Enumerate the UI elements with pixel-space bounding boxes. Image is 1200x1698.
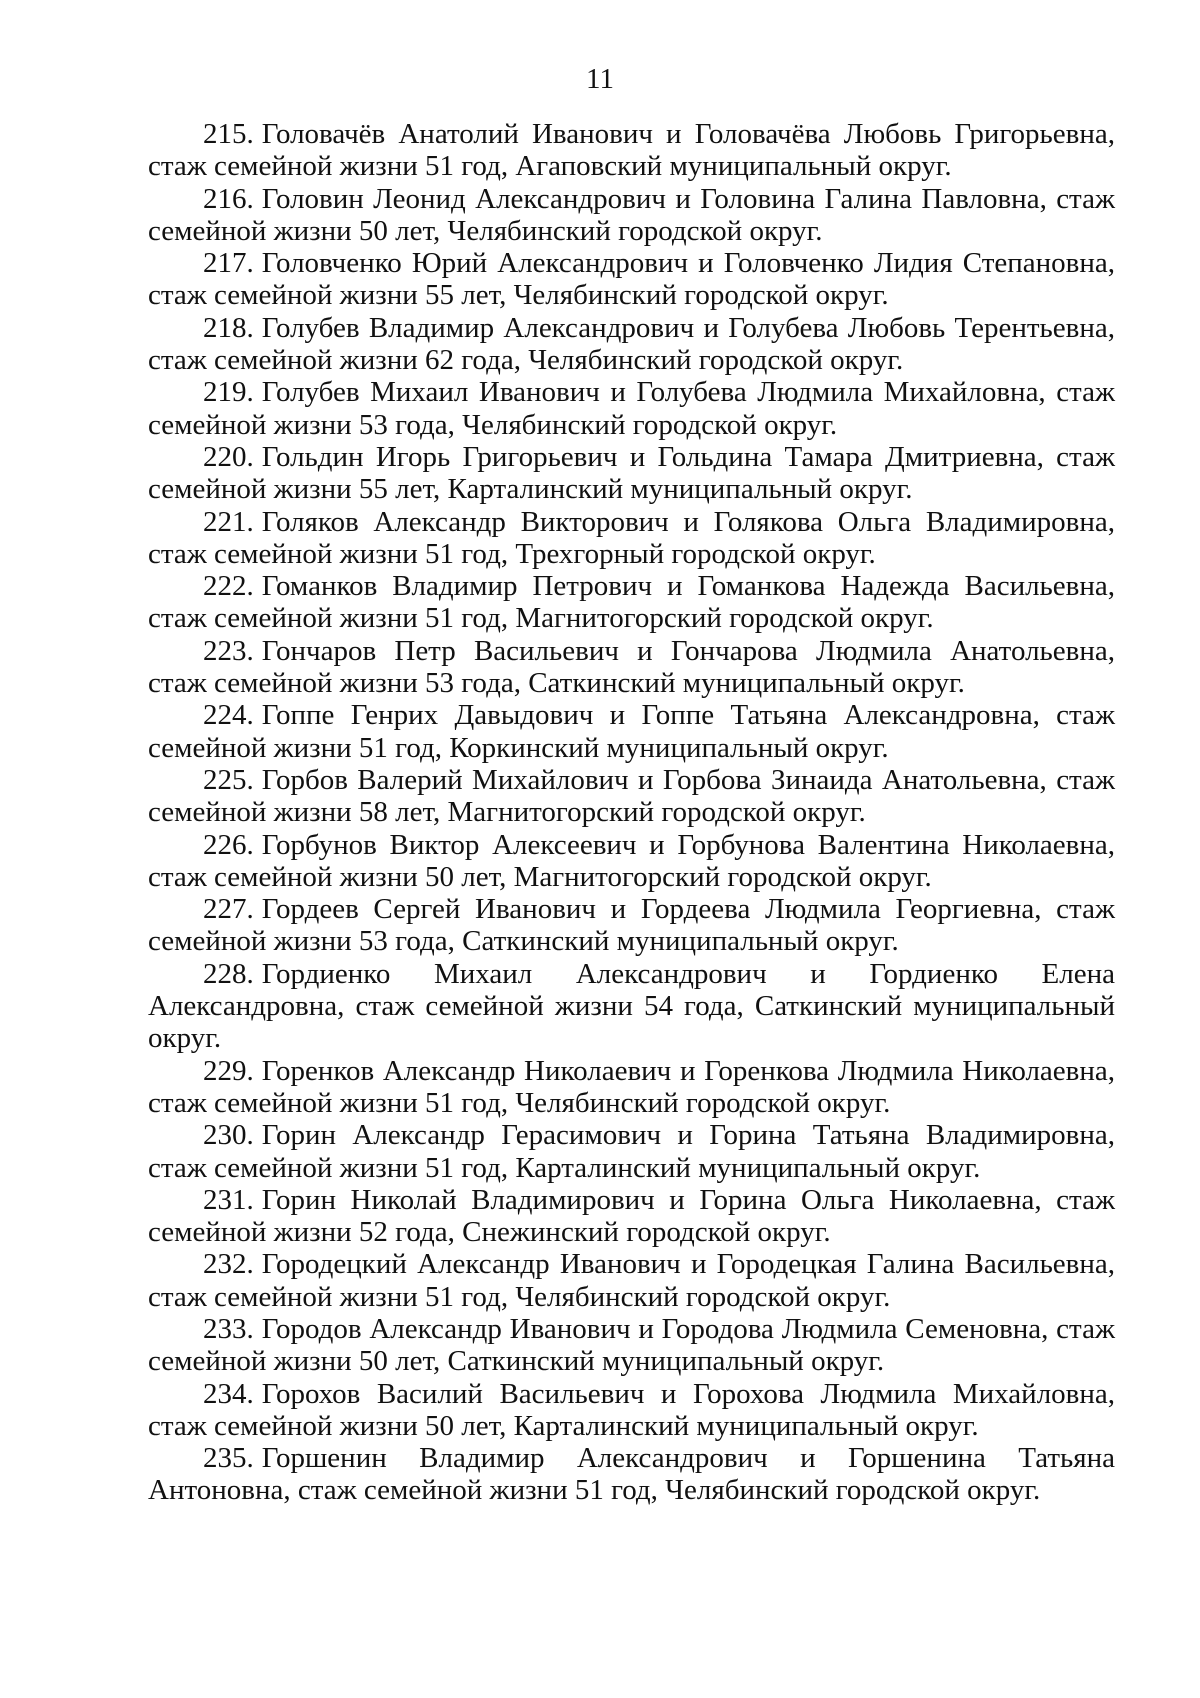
list-item [148,118,1115,183]
list-item [148,183,1115,248]
list-item [148,893,1115,958]
list-item [148,635,1115,700]
entries-list [148,118,1115,1507]
entry-number: 216. [203,182,254,215]
entry-text: Горбов Валерий Михайлович и Горбова Зинаида Анатольевна, стаж семейной жизни 58 лет, Магнитогорский городской округ. [148,763,1115,829]
entry-number: 225. [203,763,254,796]
entry-number: 233. [203,1312,254,1345]
list-item [148,1442,1115,1507]
list-item [148,376,1115,441]
entry-number: 226. [203,828,254,861]
entry-text: Гольдин Игорь Григорьевич и Гольдина Тамара Дмитриевна, стаж семейной жизни 55 лет, Карталинский муниципальный округ. [148,440,1115,506]
entry-number: 235. [203,1442,254,1475]
entry-number: 215. [203,118,254,150]
entry-number: 227. [203,893,254,926]
list-item [148,829,1115,894]
entry-text: Горин Николай Владимирович и Горина Ольга Николаевна, стаж семейной жизни 52 года, Снежинский городской округ. [148,1183,1115,1249]
page-number: 11 [586,63,614,95]
list-item [148,506,1115,571]
entry-text: Горохов Василий Васильевич и Горохова Людмила Михайловна, стаж семейной жизни 50 лет, Карталинский муниципальный округ. [148,1377,1115,1442]
entry-text: Головачёв Анатолий Иванович и Головачёва Любовь Григорьевна, стаж семейной жизни 51 год, Агаповский муниципальный округ. [148,118,1115,183]
entry-number: 219. [203,376,254,409]
entry-text: Голубев Михаил Иванович и Голубева Людмила Михайловна, стаж семейной жизни 53 года, Челябинский городской округ. [148,376,1115,441]
entry-text: Гоппе Генрих Давыдович и Гоппе Татьяна Александровна, стаж семейной жизни 51 год, Коркинский муниципальный округ. [148,699,1115,764]
list-item [148,958,1115,1055]
list-item [148,699,1115,764]
entry-text: Горин Александр Герасимович и Горина Татьяна Владимировна, стаж семейной жизни 51 год, Карталинский муниципальный округ. [148,1119,1115,1184]
entry-text: Гончаров Петр Васильевич и Гончарова Людмила Анатольевна, стаж семейной жизни 53 года, Саткинский муниципальный округ. [148,634,1115,700]
list-item [148,441,1115,506]
entry-number: 234. [203,1377,254,1410]
list-item [148,1248,1115,1313]
entry-text: Городецкий Александр Иванович и Городецкая Галина Васильевна, стаж семейной жизни 51 год, Челябинский городской округ. [148,1248,1115,1313]
list-item [148,570,1115,635]
entry-number: 220. [203,440,254,473]
entry-text: Головченко Юрий Александрович и Головченко Лидия Степановна, стаж семейной жизни 55 лет, Челябинский городской округ. [148,247,1115,312]
entry-text: Головин Леонид Александрович и Головина Галина Павловна, стаж семейной жизни 50 лет, Челябинский городской округ. [148,182,1115,247]
entry-text: Горшенин Владимир Александрович и Горшенина Татьяна Антоновна, стаж семейной жизни 51 год, Челябинский городской округ. [148,1442,1115,1507]
entry-text: Гордеев Сергей Иванович и Гордеева Людмила Георгиевна, стаж семейной жизни 53 года, Саткинский муниципальный округ. [148,893,1115,958]
entry-number: 224. [203,699,254,732]
entry-number: 218. [203,311,254,344]
entry-text: Гордиенко Михаил Александрович и Гордиенко Елена Александровна, стаж семейной жизни 54 года, Саткинский муниципальный округ. [148,957,1115,1055]
entry-number: 222. [203,570,254,603]
entry-text: Голубев Владимир Александрович и Голубева Любовь Терентьевна, стаж семейной жизни 62 года, Челябинский городской округ. [148,311,1115,377]
entry-number: 221. [203,505,254,538]
entry-text: Гоманков Владимир Петрович и Гоманкова Надежда Васильевна, стаж семейной жизни 51 год, Магнитогорский городской округ. [148,570,1115,635]
entry-text: Горенков Александр Николаевич и Горенкова Людмила Николаевна, стаж семейной жизни 51 год, Челябинский городской округ. [148,1054,1115,1119]
entry-number: 231. [203,1183,254,1216]
list-item [148,1378,1115,1443]
entry-number: 217. [203,247,254,280]
entry-text: Голяков Александр Викторович и Голякова Ольга Владимировна, стаж семейной жизни 51 год, Трехгорный городской округ. [148,505,1115,570]
list-item [148,312,1115,377]
entry-text: Городов Александр Иванович и Городова Людмила Семеновна, стаж семейной жизни 50 лет, Саткинский муниципальный округ. [148,1312,1115,1378]
list-item [148,1184,1115,1249]
list-item [148,1313,1115,1378]
list-item [148,1119,1115,1184]
entry-number: 232. [203,1248,254,1281]
list-item [148,764,1115,829]
list-item [148,1055,1115,1120]
entry-number: 228. [203,957,254,990]
entry-number: 223. [203,634,254,667]
entry-number: 230. [203,1119,254,1152]
entry-number: 229. [203,1054,254,1087]
list-item [148,247,1115,312]
entry-text: Горбунов Виктор Алексеевич и Горбунова Валентина Николаевна, стаж семейной жизни 50 лет, Магнитогорский городской округ. [148,828,1115,893]
